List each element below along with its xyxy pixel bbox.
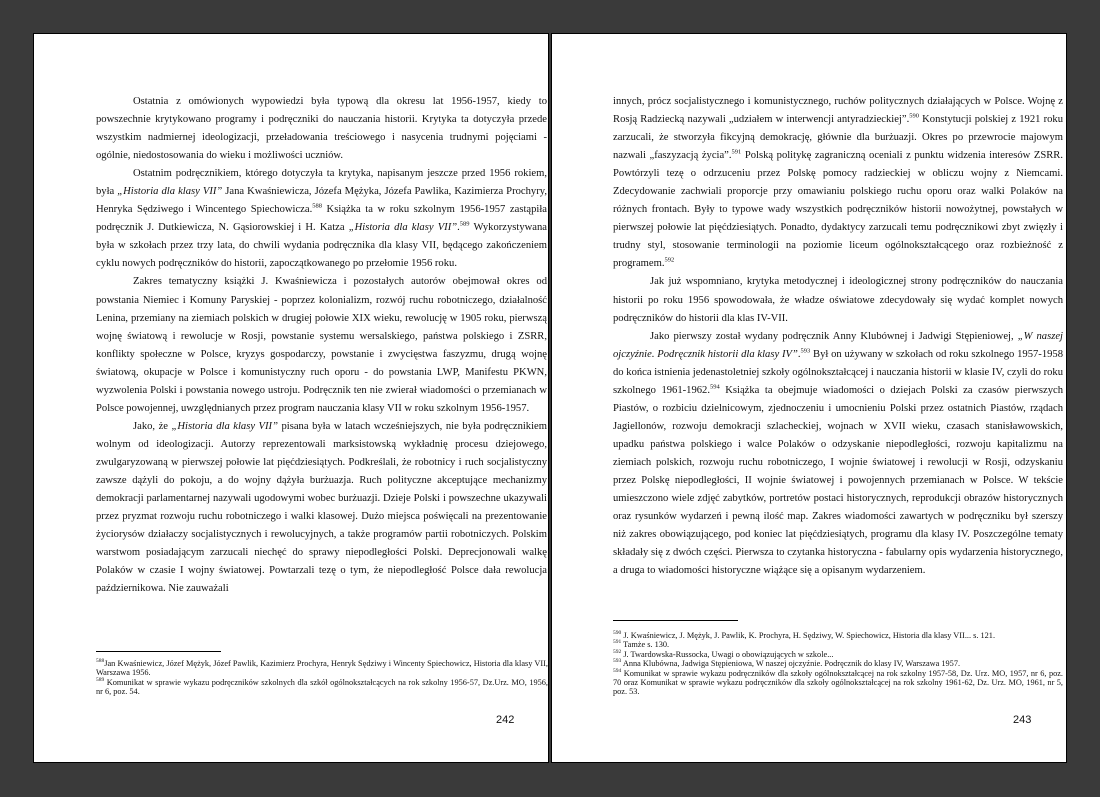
text-run: Ostatnia z omówionych wypowiedzi była typową dla okresu lat 1956-1957, kiedy to powszechnie krytykowano programy i podręczniki do nauczania historii. Krytyka ta dotyczyła przede wszystkim nadmiernej ideologizacji, przeładowania treściowego i nasycenia trudnymi pojęciami - ogólnie, niedostosowania do wieku i możliwości uczniów. — [96, 96, 547, 162]
text-run: . — [797, 348, 801, 360]
page-number: 243 — [1013, 714, 1032, 726]
footnote-number: 589 — [96, 677, 105, 684]
text-run: Jana Kwaśniewicza, Józefa Mężyka, Józefa Pawlika, Kazimierza Prochyry, Henryka Sędziwego i Wincentego Spiechowicza. — [96, 186, 547, 216]
footnote-text: Komunikat w sprawie wykazu podręczników dla szkoły ogólnokształcącej na rok szkolny 1957-58, Dz. Urz. MO, 1957, nr 6, poz. 70 oraz Komunikat w sprawie wykazu podręczników dla szkoły ogólnokształcącej na rok szkolny 1961-62, Dz. Urz. MO, 1961, nr 5, poz. 53. — [613, 668, 1063, 697]
text-run: innych, prócz socjalistycznego i komunistycznego, ruchów politycznych działających w Polsce. Wojnę z Rosją Radziecką nazywali „udziałem w interwencji antyradzieckiej”. — [613, 96, 1063, 126]
footnote-ref: 588 — [312, 202, 322, 210]
text-run: Zakres tematyczny książki J. Kwaśniewicza i pozostałych autorów obejmował okres od powstania Niemiec i Komuny Paryskiej - poprzez kolonializm, rozwój ruchu robotniczego, działalność Lenina, przemiany na ziemiach polskich w drugiej połowie XIX wieku, rewolucję w 1905 roku, pierwszą wojnę światową i rewolucje w Rosji, powstanie systemu wersalskiego, państwa polskiego i ZSRR, konflikty społeczne w Polsce, kryzys gospodarczy, powstanie i zwycięstwa faszyzmu, drugą wojnę światową, okupacje w Polsce i komunistyczny ruch oporu - do powstania LWP, Manifestu PKWN, wyzwolenia Polski i powstania nowego ustroju. Podręcznik ten nie zwierał wiadomości o przemianach w Polsce powojennej, uwzględnianych przez program nauczania klasy VII w roku szkolnym 1956-1957. — [96, 276, 547, 414]
footnote-ref: 593 — [800, 347, 811, 355]
footnote-number: 590 — [613, 630, 622, 637]
paragraph — [96, 93, 547, 165]
text-run: . — [457, 222, 460, 234]
paragraph — [96, 165, 547, 273]
body-text — [613, 93, 1063, 580]
page-number: 242 — [496, 714, 515, 726]
footnote-ref: 594 — [710, 383, 720, 391]
footnote-text: Komunikat w sprawie wykazu podręczników szkolnych dla szkół ogólnokształcących na rok szkolny 1956-57, Dz.Urz. MO, 1956, nr 6, poz. 54. — [96, 677, 548, 697]
text-run: Ostatnim podręcznikiem, którego dotyczyła ta krytyka, napisanym jeszcze przed 1956 rokiem, była — [96, 168, 547, 198]
footnote-text: Jan Kwaśniewicz, Józef Mężyk, Józef Pawlik, Kazimierz Prochyra, Henryk Sędziwy i Wincenty Spiechowicz, Historia dla klasy VII, Warszawa 1956. — [96, 659, 548, 678]
footnote-number: 591 — [613, 639, 622, 646]
footnote-text: Anna Klubówna, Jadwiga Stępieniowa, W naszej ojczyźnie. Podręcznik do klasy IV, Warszawa 1957. — [621, 659, 961, 669]
italic-title: „Historia dla klasy VII” — [171, 420, 278, 432]
body-text — [96, 93, 547, 598]
footnote — [96, 678, 548, 697]
footnote-rule — [96, 651, 221, 652]
footnote — [96, 659, 548, 678]
page-242 — [33, 33, 549, 763]
footnote-text: J. Kwaśniewicz, J. Mężyk, J. Pawlik, K. Prochyra, H. Sędziwy, W. Spiechowicz, Historia dla klasy VII... s. 121. — [621, 631, 996, 640]
footnote — [613, 659, 1063, 668]
footnote-text: J. Twardowska-Russocka, Uwagi o obowiązujących w szkole... — [621, 649, 834, 659]
text-run: Książka ta obejmuje wiadomości o dziejach Polski za czasów pierwszych Piastów, o rozbiciu dzielnicowym, zjednoczeniu i umocnieniu Polski przez ostatnich Piastów, rządach Jagiellonów, rozwoju demokracji szlacheckiej, wojnach w XVII wieku, czasach stanisławowskich, upadku państwa polskiego i walce Polaków o odzyskanie niepodległości, rozwoju kapitalizmu na ziemiach polskich, rozwoju ruchu robotniczego, I wojnie światowej i rewolucji w Rosji, odzyskaniu przez Polskę niepodległości, II wojnie światowej i powojennych przemianach w Polsce. W tekście umieszczono wiele zdjęć zabytków, portretów postaci historycznych, reprodukcji obrazów historycznych oraz rysunków wydarzeń i pewną ilość map. Zakres wiadomości zawartych w podręczniku był szerszy niż zakres obowiązującego, pod koniec lat pięćdziesiątych, programu dla klasy IV. Poszczególne tematy składały się z dwóch części. Pierwsza to czytanka historyczna - fabularny opis wydarzenia historycznego, a druga to wiadomości historyczne wiążące się a opisanym wydarzeniem. — [613, 384, 1063, 577]
footnote-rule — [613, 620, 738, 621]
footnote — [613, 650, 1063, 659]
footnote — [613, 640, 1063, 649]
text-run: Książka ta w roku szkolnym 1956-1957 zastąpiła podręcznik J. Dutkiewicza, N. Gąsiorowskiej i H. Katza — [96, 204, 547, 234]
text-run: Jako pierwszy został wydany podręcznik Anny Klubównej i Jadwigi Stępieniowej, — [650, 330, 1018, 342]
italic-title: „Historia dla klasy VII” — [348, 222, 458, 234]
text-run: Jako, że — [133, 420, 172, 432]
footnote-ref: 591 — [731, 148, 742, 156]
text-run: Konstytucji polskiej z 1921 roku zarzucali, że stworzyła fikcyjną demokrację, głównie dla burżuazji. Okres po przewrocie majowym nazwali „faszyzacją życia”. — [613, 114, 1063, 162]
page-243 — [551, 33, 1067, 763]
text-run: Jak już wspomniano, krytyka metodycznej i ideologicznej strony podręczników do nauczania historii po roku 1956 spowodowała, że władze oświatowe zdecydowały się wydać komplet nowych podręczników do historii dla klas IV-VII. — [613, 276, 1063, 324]
footnote-number: 588 — [96, 658, 105, 665]
footnote-ref: 590 — [909, 112, 919, 120]
text-run: Polską politykę zagraniczną oceniali z punktu widzenia interesów ZSRR. Powtórzyli tezę o odrzuceniu przez Polskę pomocy radzieckiej w obliczu wojny z Niemcami. Zdecydowanie zachwiali proporcje przy omawianiu polskiego ruchu oporu oraz walki Polaków na różnych frontach. Były to typowe wady wszystkich podręczników historii nowożytnej, powstałych w pierwszej połowie lat pięćdziesiątych. Ponadto, dydaktycy zarzucali temu podręcznikowi zbyt zwięzły i trudny styl, stosowanie terminologii na poziomie liceum ogólnokształcącego oraz rozbieżność z programem. — [613, 150, 1063, 270]
footnote-number: 593 — [613, 658, 622, 665]
footnote — [613, 631, 1063, 640]
italic-title: „Historia dla klasy VII” — [117, 186, 223, 198]
footnote-number: 592 — [613, 649, 622, 656]
paragraph — [613, 273, 1063, 327]
footnotes — [96, 659, 548, 697]
italic-title: „W naszej ojczyźnie. Podręcznik historii dla klasy IV” — [613, 330, 1063, 360]
footnote-ref: 589 — [459, 220, 470, 228]
paragraph — [96, 273, 547, 417]
footnote-ref: 592 — [664, 256, 675, 264]
footnote-number: 594 — [613, 667, 622, 674]
paragraph — [613, 328, 1063, 581]
footnote — [613, 669, 1063, 697]
footnotes — [613, 631, 1063, 697]
text-run: pisana była w latach wcześniejszych, nie była podręcznikiem wolnym od ideologizacji. Autorzy reprezentowali marksistowską wykładnię procesu dziejowego, zwulgaryzowaną w pierwszej połowie lat pięćdziesiątych. Podkreślali, że robotnicy i ruch socjalistyczny zawsze dążyli do pokoju, a do wojny dążyła burżuazja. Ruch polityczne akceptujące mechanizmy demokracji parlamentarnej nazywali ugodowymi wobec burżuazji. Dzieje Polski i powszechne ukazywali przez pryzmat rozwoju ruchu robotniczego i walki klasowej. Dużo miejsca poświęcali na prezentowanie życiorysów działaczy socjalistycznych i rewolucyjnych, a także programów partii robotniczych. Polskim warstwom posiadającym zarzucali niechęć do sprawy niepodległości Polski. Deprecjonowali walkę Polaków w czasie I wojny światowej. Powtarzali tezę o tym, że niepodległość Polsce dała rewolucja październikowa. Nie zauważali — [96, 420, 547, 595]
text-run: Był on używany w szkołach od roku szkolnego 1957-1958 do końca istnienia jedenastoletniej szkoły ogólnokształcącej i nauczania historii w klasie IV, czyli do roku szkolnego 1961-1962. — [613, 348, 1064, 396]
paragraph — [613, 93, 1063, 273]
text-run: Wykorzystywana była w szkołach przez trzy lata, do chwili wydania podręcznika dla klasy VII, będącego zakończeniem cyklu nowych podręczników do historii, zapoczątkowanego po przełomie 1956 roku. — [96, 222, 547, 270]
footnote-text: Tamże s. 130. — [621, 640, 670, 650]
paragraph — [96, 418, 547, 598]
